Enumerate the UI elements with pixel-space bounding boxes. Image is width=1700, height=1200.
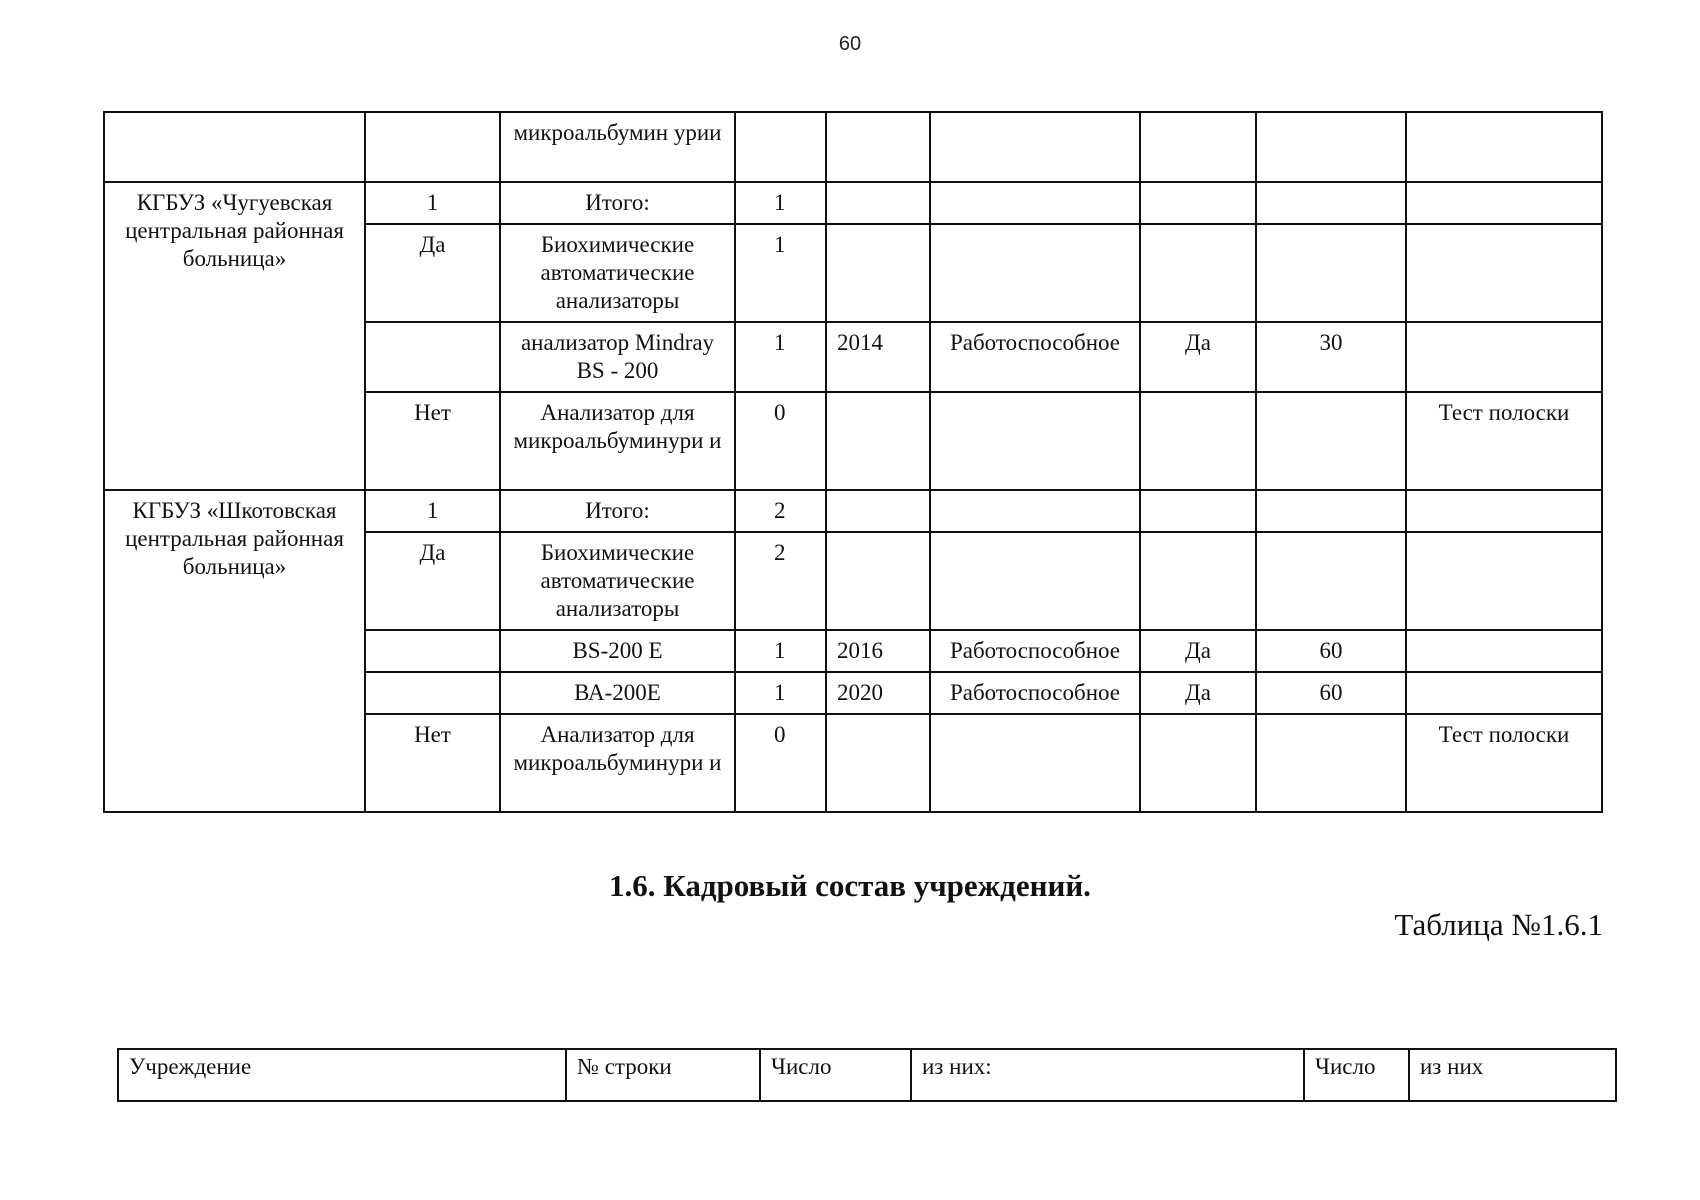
used-cell xyxy=(1140,224,1256,322)
institution-cell: КГБУЗ «Шкотовская центральная районная больница» xyxy=(104,490,365,812)
year-cell xyxy=(826,224,930,322)
flag-cell xyxy=(365,672,500,714)
state-cell: Работоспособное xyxy=(930,672,1140,714)
load-cell: 30 xyxy=(1256,322,1406,392)
load-cell xyxy=(1256,532,1406,630)
load-cell: 60 xyxy=(1256,630,1406,672)
equipment-name-cell: Итого: xyxy=(500,490,735,532)
flag-cell xyxy=(365,630,500,672)
load-cell xyxy=(1256,182,1406,224)
equipment-name-cell: Биохимические автоматические анализаторы xyxy=(500,224,735,322)
flag-cell xyxy=(365,322,500,392)
state-cell: Работоспособное xyxy=(930,322,1140,392)
equipment-name-cell: Итого: xyxy=(500,182,735,224)
section-title: 1.6. Кадровый состав учреждений. xyxy=(609,868,1091,903)
quantity-cell: 2 xyxy=(735,532,826,630)
state-cell xyxy=(930,532,1140,630)
note-cell: Тест полоски xyxy=(1406,714,1602,812)
state-cell: Работоспособное xyxy=(930,630,1140,672)
column-header: из них: xyxy=(911,1049,1304,1101)
flag-cell: Да xyxy=(365,532,500,630)
note-cell xyxy=(1406,532,1602,630)
note-cell xyxy=(1406,322,1602,392)
table-caption: Таблица №1.6.1 xyxy=(1394,907,1603,942)
used-cell xyxy=(1140,490,1256,532)
year-cell: 2020 xyxy=(826,672,930,714)
load-cell xyxy=(1256,714,1406,812)
flag-cell: 1 xyxy=(365,490,500,532)
equipment-name-cell: ВА-200Е xyxy=(500,672,735,714)
note-cell: Тест полоски xyxy=(1406,392,1602,490)
note-cell xyxy=(1406,672,1602,714)
table-row xyxy=(104,182,1602,224)
column-header: Число xyxy=(1304,1049,1409,1101)
quantity-cell: 1 xyxy=(735,224,826,322)
used-cell: Да xyxy=(1140,672,1256,714)
page-number: 60 xyxy=(838,33,862,55)
used-cell: Да xyxy=(1140,630,1256,672)
year-cell: 2016 xyxy=(826,630,930,672)
note-cell xyxy=(1406,490,1602,532)
flag-cell: Нет xyxy=(365,714,500,812)
equipment-table xyxy=(103,111,1603,813)
used-cell: Да xyxy=(1140,322,1256,392)
flag-cell: Да xyxy=(365,224,500,322)
year-cell xyxy=(826,182,930,224)
note-cell xyxy=(1406,224,1602,322)
quantity-cell: 1 xyxy=(735,630,826,672)
quantity-cell: 1 xyxy=(735,322,826,392)
column-header: Число xyxy=(760,1049,911,1101)
load-cell xyxy=(1256,490,1406,532)
note-cell xyxy=(1406,182,1602,224)
equipment-name-cell: анализатор Mindray BS - 200 xyxy=(500,322,735,392)
institution-cell: КГБУЗ «Чугуевская центральная районная больница» xyxy=(104,182,365,490)
table-row xyxy=(104,490,1602,532)
column-header: № строки xyxy=(566,1049,760,1101)
used-cell xyxy=(1140,392,1256,490)
state-cell xyxy=(930,224,1140,322)
column-header: Учреждение xyxy=(118,1049,566,1101)
year-cell xyxy=(826,714,930,812)
table-header-row xyxy=(118,1049,1616,1101)
year-cell xyxy=(826,392,930,490)
state-cell xyxy=(930,714,1140,812)
year-cell xyxy=(826,532,930,630)
used-cell xyxy=(1140,532,1256,630)
load-cell xyxy=(1256,392,1406,490)
state-cell xyxy=(930,392,1140,490)
quantity-cell: 2 xyxy=(735,490,826,532)
equipment-name-cell: Анализатор для микроальбуминури и xyxy=(500,392,735,490)
state-cell xyxy=(930,490,1140,532)
column-header: из них xyxy=(1409,1049,1616,1101)
quantity-cell: 1 xyxy=(735,672,826,714)
quantity-cell: 0 xyxy=(735,714,826,812)
table-row xyxy=(104,112,1602,182)
equipment-name-cell: Анализатор для микроальбуминури и xyxy=(500,714,735,812)
flag-cell: 1 xyxy=(365,182,500,224)
note-cell xyxy=(1406,630,1602,672)
load-cell: 60 xyxy=(1256,672,1406,714)
equipment-name-cell: микроальбумин урии xyxy=(500,112,735,182)
year-cell: 2014 xyxy=(826,322,930,392)
quantity-cell: 0 xyxy=(735,392,826,490)
used-cell xyxy=(1140,714,1256,812)
state-cell xyxy=(930,182,1140,224)
year-cell xyxy=(826,490,930,532)
load-cell xyxy=(1256,224,1406,322)
flag-cell: Нет xyxy=(365,392,500,490)
quantity-cell: 1 xyxy=(735,182,826,224)
staff-table xyxy=(117,1048,1617,1102)
equipment-name-cell: BS-200 E xyxy=(500,630,735,672)
equipment-name-cell: Биохимические автоматические анализаторы xyxy=(500,532,735,630)
used-cell xyxy=(1140,182,1256,224)
